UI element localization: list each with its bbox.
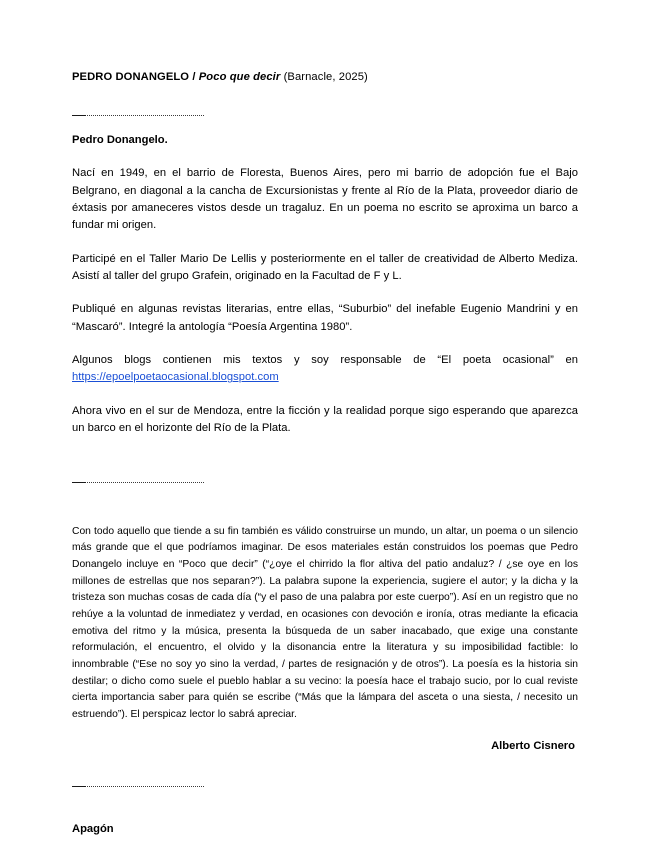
divider-solid-segment (72, 482, 86, 483)
spacer-before-essay (72, 500, 578, 524)
section-divider-3 (72, 780, 578, 794)
section-divider-1 (72, 109, 578, 123)
essay-body: Con todo aquello que tiende a su fin también es válido construirse un mundo, un altar, un poema o un silencio más grande que el que podríamos imaginar. De esos materiales están construidos los poemas que Pedro Donangelo incluye en “Poco que decir” (“¿oye el chirrido la flor altiva del patio andaluz? / ¿se oye en los millones de estrellas que nos separan?”). La palabra supone la experiencia, sugiere el autor; y la dicha y la tristeza son muchas cosas de cada día (“y el paso de una palabra por este cuerpo”). Así en un registro que no rehúye a la voluntad de inmediatez y verdad, en ocasiones con devoción e ironía, otras mediante la eficacia emotiva del ritmo y la música, presenta la búsqueda de un saber inacabado, que exige una constante reformulación, el encuentro, el olvido y la disonancia entre la literatura y su imposibilidad factible: lo innombrable (“Ese no soy yo sino la verdad, / partes de resignación y de otros”). La poesía es la historia sin destilar; o dicho como suele el pueblo hablar a su vecino: la poesía hace el trabajo sucio, por lo cual reviste cierta importancia saber para quién se escribe (“Más que la lámpara del asceta o una siesta, / necesito un estruendo”). El perspicaz lector lo sabrá apreciar. (72, 525, 578, 720)
page-title (72, 70, 578, 85)
spacer-before-divider-2 (72, 454, 578, 476)
divider-dotted-segment (87, 482, 204, 483)
bio-paragraph-2: Participé en el Taller Mario De Lellis y posteriormente en el taller de creatividad de Alberto Mediza. Asistí al taller del grupo Grafein, originado en la Facultad de F y L. (72, 252, 578, 283)
bio-paragraph-3: Publiqué en algunas revistas literarias, entre ellas, “Suburbio” del inefable Eugenio Mandrini y en “Mascaró”. Integré la antología “Poesía Argentina 1980”. (72, 303, 578, 333)
bio-paragraph-1: Nací en 1949, en el barrio de Floresta, Buenos Aires, pero mi barrio de adopción fue el Bajo Belgrano, en diagonal a la cancha de Excursionistas y frente al Río de la Plata, proveedor diario de éxtasis por amaneceres vistos desde un tragaluz. En un poema no escrito se aproxima un barco a fundar mi origen. (72, 167, 578, 232)
title-author-name: PEDRO DONANGELO (72, 71, 190, 83)
section-divider-2 (72, 476, 578, 490)
spacer-before-divider-3 (72, 752, 578, 780)
blog-url-link[interactable]: https://epoelpoetaocasional.blogspot.com (72, 371, 279, 384)
divider-dotted-segment (87, 786, 204, 787)
divider-solid-segment (72, 786, 86, 787)
bio-heading: Pedro Donangelo. (72, 134, 168, 147)
essay-signature: Alberto Cisnero (491, 739, 575, 752)
title-work-name: Poco que decir (198, 71, 281, 83)
blog-paragraph (72, 352, 578, 387)
divider-solid-segment (72, 115, 86, 116)
spacer-before-poem-title (72, 804, 578, 823)
closing-paragraph: Ahora vivo en el sur de Mendoza, entre la ficción y la realidad porque sigo esperando que aparezca un barco en el horizonte del Río de la Plata. (72, 404, 578, 435)
title-divider: / (189, 71, 199, 83)
title-imprint: (Barnacle, 2025) (280, 71, 368, 83)
divider-dotted-segment (87, 115, 204, 116)
blog-paragraph-text: Algunos blogs contienen mis textos y soy responsable de “El poeta ocasional” en (72, 354, 578, 367)
poem-title: Apagón (72, 822, 114, 835)
